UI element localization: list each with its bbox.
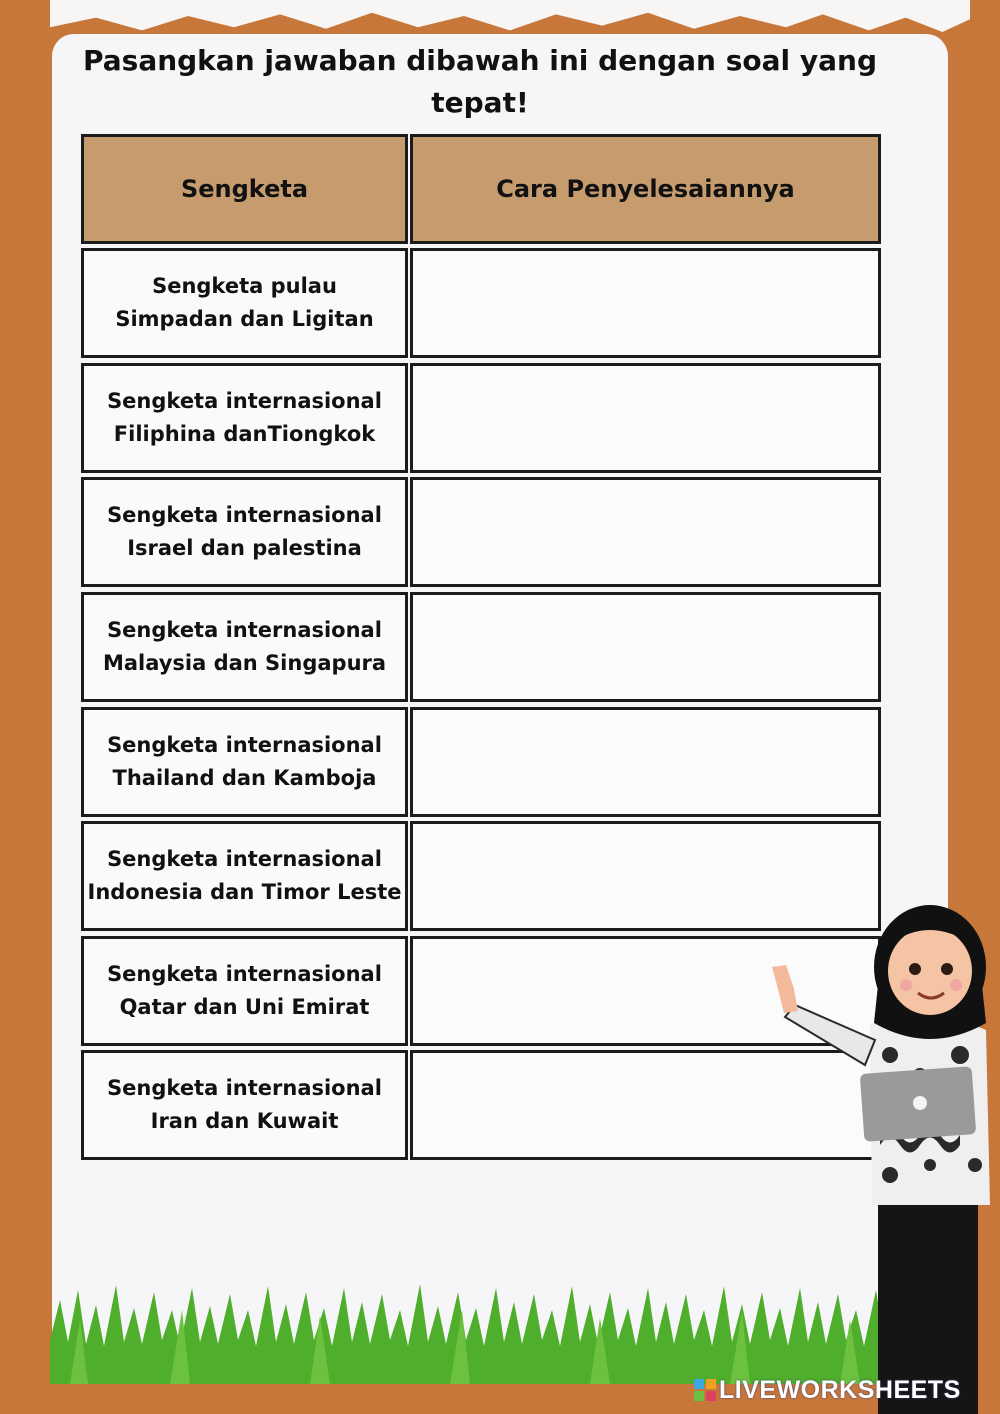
answer-drop-zone[interactable] [410, 707, 881, 817]
liveworksheets-logo-icon [694, 1379, 716, 1401]
header-cara-penyelesaian: Cara Penyelesaiannya [410, 134, 881, 244]
answer-drop-zone[interactable] [410, 477, 881, 587]
dispute-line1: Sengketa internasional [107, 962, 382, 986]
teacher-illustration [750, 905, 1000, 1414]
dispute-cell [81, 936, 408, 1046]
dispute-line2: Iran dan Kuwait [150, 1109, 339, 1133]
dispute-line2: Malaysia dan Singapura [102, 651, 387, 675]
torn-paper-edge [50, 0, 970, 32]
dispute-line2: Thailand dan Kamboja [112, 766, 377, 790]
dispute-cell [81, 707, 408, 817]
dispute-cell [81, 477, 408, 587]
dispute-line2: Israel dan palestina [127, 536, 362, 560]
dispute-line2: Simpadan dan Ligitan [115, 307, 374, 331]
dispute-line1: Sengketa internasional [107, 503, 382, 527]
dispute-line1: Sengketa internasional [107, 389, 382, 413]
dispute-line2: Filiphina danTiongkok [113, 422, 376, 446]
answer-drop-zone[interactable] [410, 363, 881, 473]
dispute-cell [81, 248, 408, 358]
dispute-line1: Sengketa internasional [107, 1076, 382, 1100]
dispute-line1: Sengketa pulau [152, 274, 337, 298]
answer-drop-zone[interactable] [410, 248, 881, 358]
dispute-line1: Sengketa internasional [107, 733, 382, 757]
dispute-line2: Qatar dan Uni Emirat [119, 995, 370, 1019]
dispute-cell [81, 821, 408, 931]
dispute-line1: Sengketa internasional [107, 847, 382, 871]
instruction-title: Pasangkan jawaban dibawah ini dengan soal yang tepat! [82, 44, 878, 119]
dispute-cell [81, 1050, 408, 1160]
dispute-cell [81, 363, 408, 473]
dispute-cell [81, 592, 408, 702]
dispute-line2: Indonesia dan Timor Leste [87, 880, 402, 904]
header-sengketa: Sengketa [81, 134, 408, 244]
answer-drop-zone[interactable] [410, 592, 881, 702]
logo-text: LIVEWORKSHEETS [719, 1376, 961, 1404]
liveworksheets-logo [694, 1376, 961, 1405]
dispute-line1: Sengketa internasional [107, 618, 382, 642]
